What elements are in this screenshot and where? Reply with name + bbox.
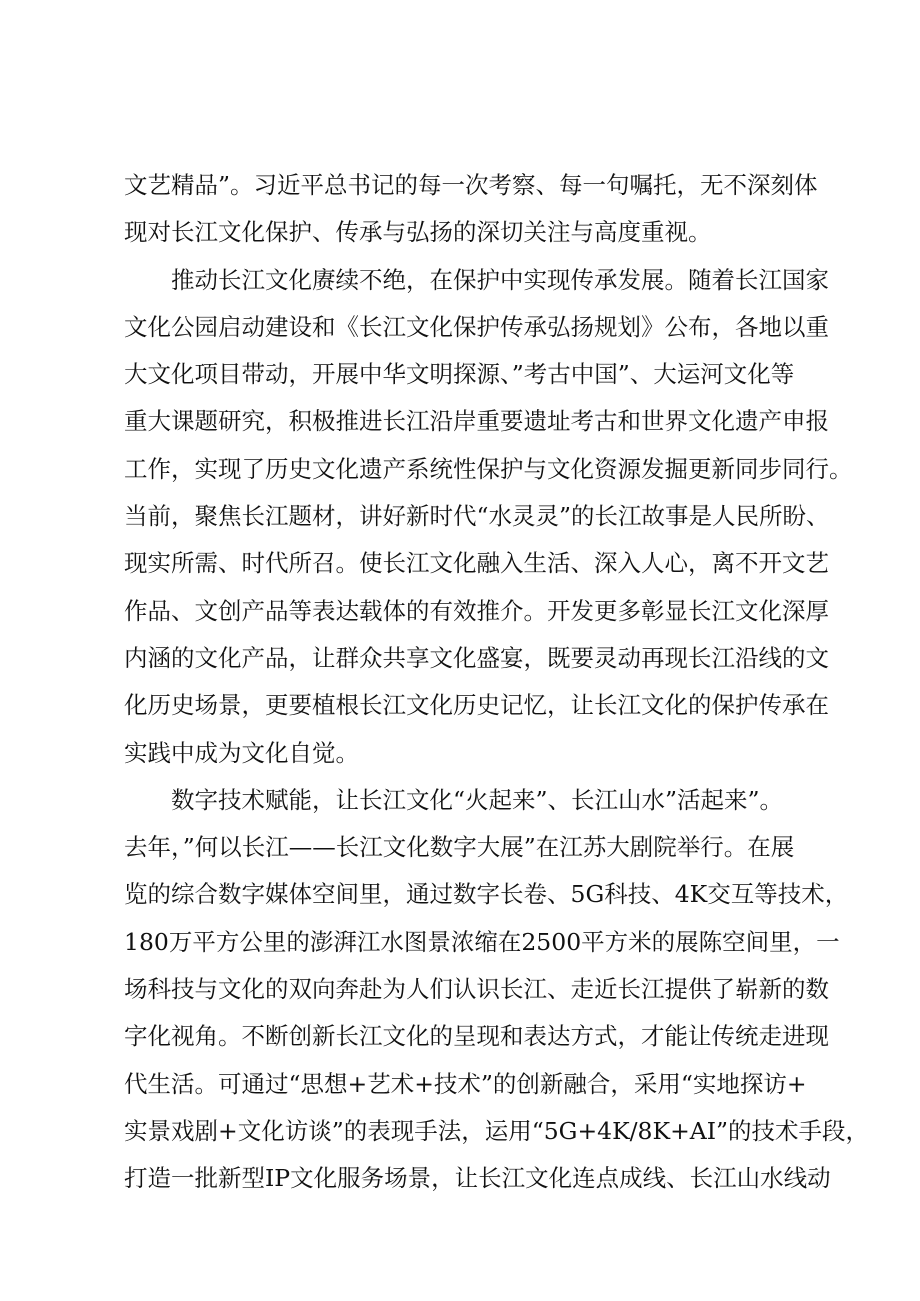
text-line: 实景戏剧+文化访谈”的表现手法，运用“5G+4K/8K+AI”的技术手段， bbox=[124, 1116, 870, 1145]
text-line: 去年，”何以长江——长江文化数字大展”在江苏大剧院举行。在展 bbox=[124, 833, 795, 862]
text-line: 重大课题研究，积极推进长江沿岸重要遗址考古和世界文化遗产申报 bbox=[124, 407, 829, 436]
text-line: 览的综合数字媒体空间里，通过数字长卷、5G科技、4K交互等技术， bbox=[124, 880, 849, 909]
text-line: 场科技与文化的双向奔赴为人们认识长江、走近长江提供了崭新的数 bbox=[124, 975, 829, 1004]
text-line: 实践中成为文化自觉。 bbox=[124, 738, 359, 767]
text-line: 文艺精品”。习近平总书记的每一次考察、每一句嘱托，无不深刻体 bbox=[124, 171, 818, 199]
text-line: 现实所需、时代所召。使长江文化融入生活、深入人心，离不开文艺 bbox=[124, 549, 829, 578]
text-line: 推动长江文化赓续不绝，在保护中实现传承发展。随着长江国家 bbox=[124, 265, 829, 294]
text-line: 现对长江文化保护、传承与弘扬的深切关注与高度重视。 bbox=[124, 218, 712, 247]
text-line: 当前，聚焦长江题材，讲好新时代“水灵灵”的长江故事是人民所盼、 bbox=[124, 502, 830, 531]
text-line: 180万平方公里的澎湃江水图景浓缩在2500平方米的展陈空间里，一 bbox=[124, 927, 840, 956]
text-line: 打造一批新型IP文化服务场景，让长江文化连点成线、长江山水线动 bbox=[124, 1164, 831, 1193]
text-line: 字化视角。不断创新长江文化的呈现和表达方式，才能让传统走进现 bbox=[124, 1022, 829, 1051]
text-line: 内涵的文化产品，让群众共享文化盛宴，既要灵动再现长江沿线的文 bbox=[124, 643, 829, 672]
text-line: 化历史场景，更要植根长江文化历史记忆，让长江文化的保护传承在 bbox=[124, 691, 829, 720]
text-line: 大文化项目带动，开展中华文明探源、”考古中国”、大运河文化等 bbox=[124, 360, 795, 389]
text-line: 数字技术赋能，让长江文化“火起来”、长江山水”活起来”。 bbox=[124, 785, 784, 814]
text-line: 作品、文创产品等表达载体的有效推介。开发更多彰显长江文化深厚 bbox=[124, 596, 829, 625]
text-line: 文化公园启动建设和《长江文化保护传承弘扬规划》公布，各地以重 bbox=[124, 312, 829, 341]
document-body bbox=[124, 162, 870, 1203]
text-line: 代生活。可通过“思想+艺术+技术”的创新融合，采用“实地探访+ bbox=[124, 1069, 807, 1098]
text-line: 工作，实现了历史文化遗产系统性保护与文化资源发掘更新同步同行。 bbox=[124, 454, 853, 483]
